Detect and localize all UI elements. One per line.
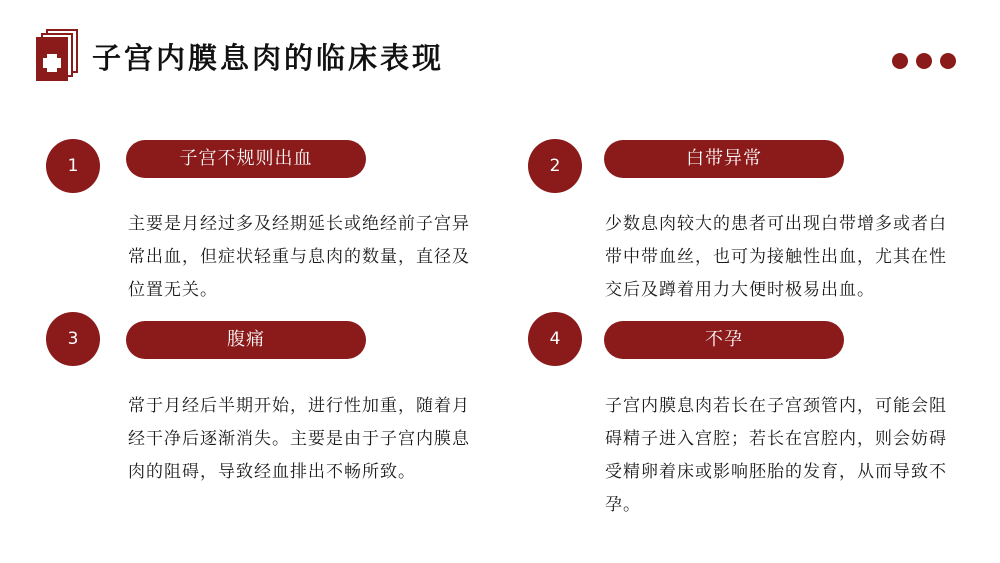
item-number-badge: 3 — [46, 312, 100, 366]
item-heading-pill: 不孕 — [604, 321, 844, 359]
item-number-badge: 1 — [46, 139, 100, 193]
item-heading-pill: 白带异常 — [604, 140, 844, 178]
item-heading-pill: 腹痛 — [126, 321, 366, 359]
dot — [892, 53, 908, 69]
item-number-badge: 4 — [528, 312, 582, 366]
item-description: 主要是月经过多及经期延长或绝经前子宫异常出血，但症状轻重与息肉的数量，直径及位置无关。 — [128, 214, 470, 300]
item-description: 少数息肉较大的患者可出现白带增多或者白带中带血丝，也可为接触性出血，尤其在性交后及蹲着用力大便时极易出血。 — [605, 214, 947, 300]
page-title: 子宫内膜息肉的临床表现 — [92, 41, 445, 75]
item-number-badge: 2 — [528, 139, 582, 193]
three-dots-icon — [890, 53, 960, 71]
item-description: 子宫内膜息肉若长在子宫颈管内，可能会阻碍精子进入宫腔；若长在宫腔内，则会妨碍受精卵着床或影响胚胎的发育，从而导致不孕。 — [605, 396, 947, 515]
dot — [940, 53, 956, 69]
dot — [916, 53, 932, 69]
item-heading-pill: 子宫不规则出血 — [126, 140, 366, 178]
medical-book-cross-icon — [34, 28, 80, 82]
item-description: 常于月经后半期开始，进行性加重，随着月经干净后逐渐消失。主要是由于子宫内膜息肉的阻碍，导致经血排出不畅所致。 — [128, 396, 470, 482]
